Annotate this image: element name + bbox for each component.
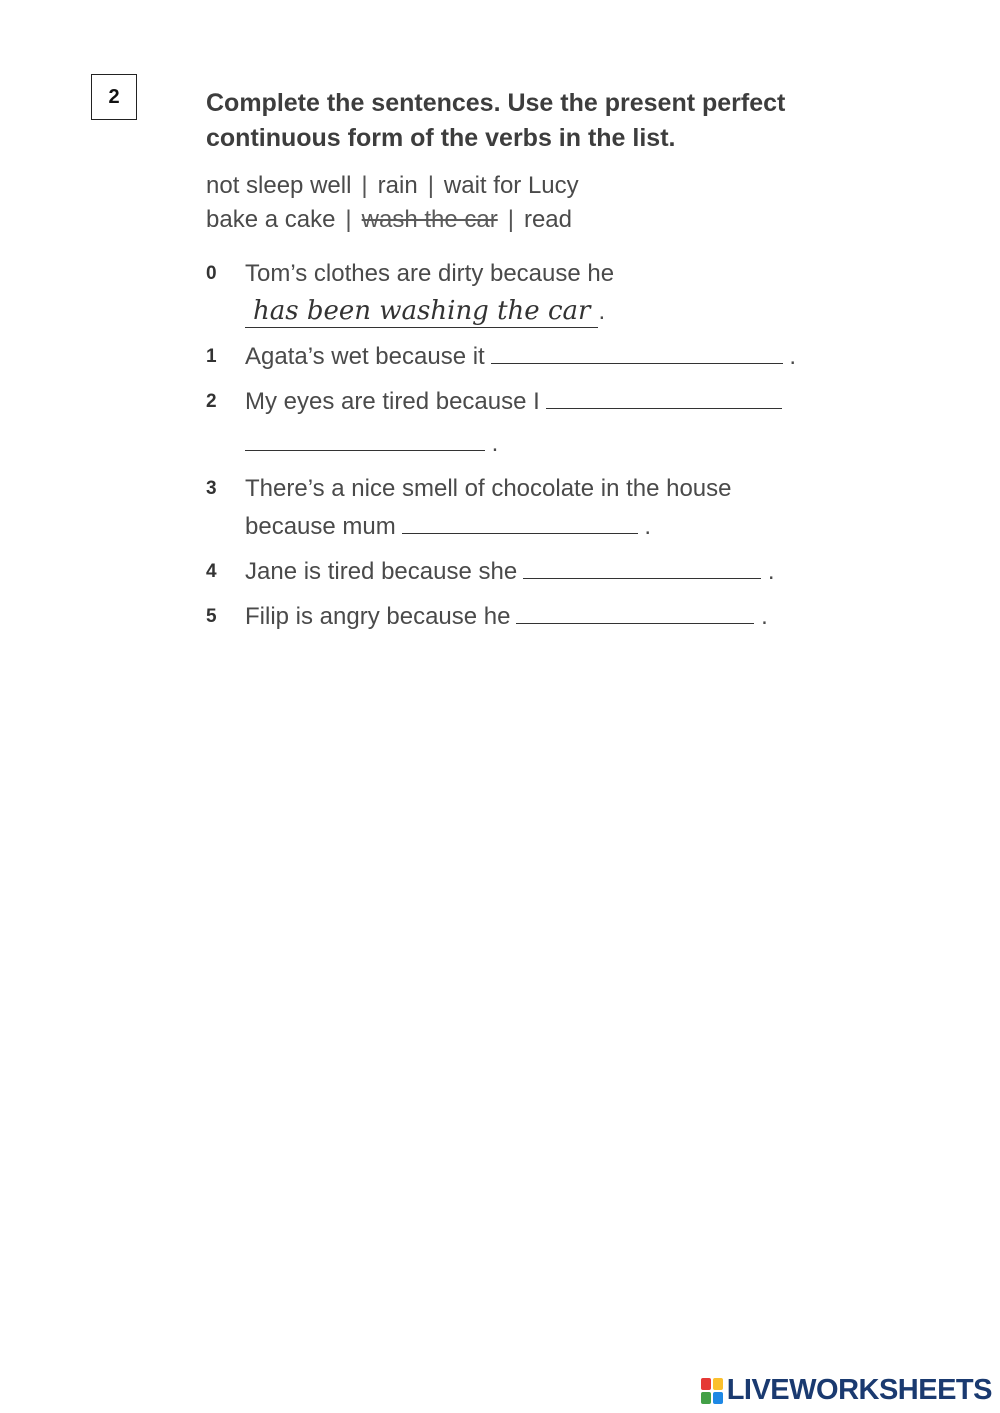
word-bake-a-cake: bake a cake — [206, 206, 336, 233]
exercise-number-box — [91, 74, 137, 120]
instruction-heading: Complete the sentences. Use the present perfect continuous form of the verbs in the list. — [206, 89, 786, 152]
item-end: . — [761, 603, 768, 630]
sentence-item-5 — [206, 598, 846, 636]
liveworksheets-logo-icon — [701, 1378, 723, 1404]
answer-blank-5[interactable] — [516, 599, 754, 624]
word-list-line-2 — [206, 203, 806, 237]
word-rain: rain — [377, 172, 418, 199]
item-text: Jane is tired because she — [245, 558, 518, 585]
item-text: There’s a nice smell of chocolate in the house — [245, 475, 732, 502]
word-wash-the-car-struck: wash the car — [361, 206, 498, 233]
logo-text: LIVEWORKSHEETS — [726, 1374, 992, 1406]
sentence-item-4 — [206, 553, 846, 591]
exercise-number: 2 — [108, 85, 120, 108]
word-list — [206, 169, 806, 237]
item-number: 1 — [206, 346, 217, 367]
word-separator: | — [507, 206, 514, 233]
item-end: . — [598, 298, 606, 325]
item-end: . — [767, 558, 775, 585]
word-list-line-1 — [206, 169, 806, 203]
word-not-sleep-well: not sleep well — [206, 172, 352, 199]
item-end: . — [491, 430, 499, 457]
answer-blank-1[interactable] — [491, 339, 783, 364]
answer-blank-3[interactable] — [402, 509, 638, 534]
item-end: . — [789, 343, 797, 370]
answer-blank-2b[interactable] — [245, 426, 485, 451]
example-answer: has been washing the car — [245, 295, 598, 328]
item-number: 5 — [206, 606, 217, 627]
item-end: . — [644, 513, 652, 540]
word-read: read — [523, 206, 573, 233]
sentence-item-2 — [206, 383, 846, 463]
liveworksheets-logo[interactable] — [701, 1374, 992, 1407]
item-text: My eyes are tired because I — [245, 388, 540, 415]
item-number: 2 — [206, 391, 217, 412]
word-separator: | — [427, 172, 434, 199]
word-separator: | — [345, 206, 352, 233]
answer-blank-4[interactable] — [523, 554, 761, 579]
sentence-item-0 — [206, 255, 846, 331]
item-text-continued: because mum — [245, 513, 396, 540]
word-separator: | — [361, 172, 368, 199]
item-number: 4 — [206, 561, 217, 582]
item-text: Tom’s clothes are dirty because he — [245, 260, 615, 287]
item-text: Agata’s wet because it — [245, 343, 485, 370]
word-wait-for-lucy: wait for Lucy — [443, 172, 579, 199]
answer-blank-2a[interactable] — [546, 384, 782, 409]
item-text: Filip is angry because he — [245, 603, 511, 630]
sentence-item-1 — [206, 338, 846, 376]
sentence-list — [206, 255, 846, 636]
item-number: 0 — [206, 263, 217, 284]
item-number: 3 — [206, 478, 217, 499]
sentence-item-3 — [206, 470, 846, 546]
